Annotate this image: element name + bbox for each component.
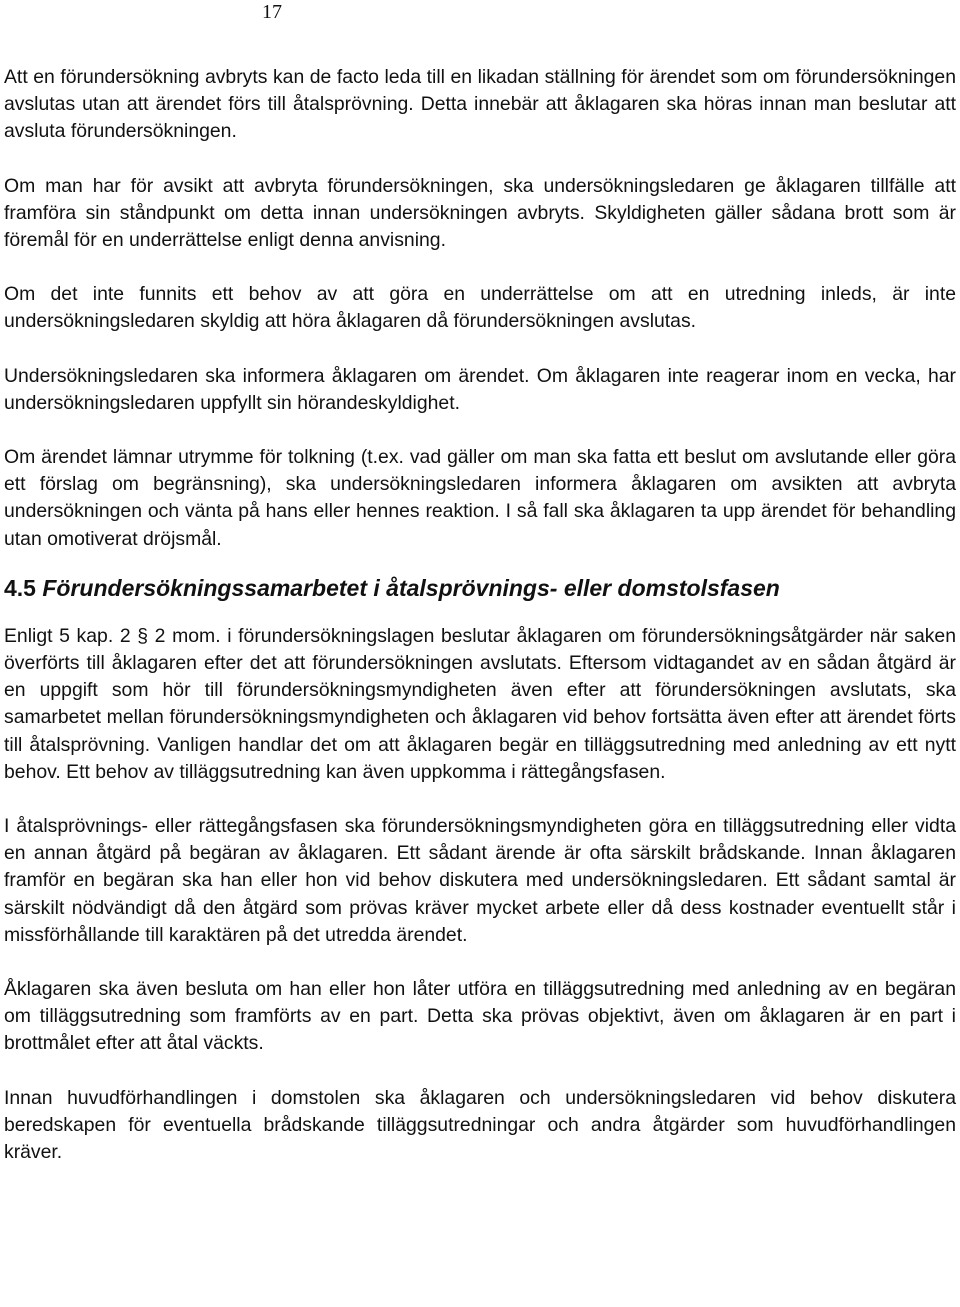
paragraph-main-hearing: Innan huvudförhandlingen i domstolen ska åklagaren och undersökningsledaren vid behov diskutera beredskapen för eventuella brådskande tilläggsutredningar och andra åtgärder som huvudförhandlingen kräver. [4,1086,956,1164]
document-body [4,64,956,1166]
paragraph-additional-measures: Enligt 5 kap. 2 § 2 mom. i förundersökningslagen beslutar åklagaren om förundersökningsåtgärder när saken överförts till åklagaren efter det att förundersökningen avslutats. Eftersom vidtagandet av en sådan åtgärd är en uppgift som hör till förundersökningsmyndigheten även efter att förundersökningen avslutats, ska samarbetet mellan förundersökningsmyndigheten och åklagaren vid behov fortsätta även efter att ärendet förts till åtalsprövning. Vanligen handlar det om att åklagaren begär en tilläggsutredning med anledning av ett nytt behov. Ett behov av tilläggsutredning kan även uppkomma i rättegångsfasen. [4,624,956,783]
page-number: 17 [262,1,282,23]
section-title: Förundersökningssamarbetet i åtalsprövnings- eller domstolsfasen [42,574,780,601]
paragraph-interpretation: Om ärendet lämnar utrymme för tolkning (t.ex. vad gäller om man ska fatta ett beslut om avslutande eller göra ett förslag om begränsning), ska undersökningsledaren informera åklagaren om avsikten att avbryta undersökningen och vänta på hans eller hennes reaktion. I så fall ska åklagaren ta upp ärendet för behandling utan omotiverat dröjsmål. [4,446,956,550]
paragraph-abort-intent: Om man har för avsikt att avbryta förundersökningen, ska undersökningsledaren ge åklagaren tillfälle att framföra sin ståndpunkt om detta innan undersökningen avbryts. Skyldigheten gäller sådana brott som är föremål för en underrättelse enligt denna anvisning. [4,174,956,252]
paragraph-abort-equivalence: Att en förundersökning avbryts kan de facto leda till en likadan ställning för ärendet som om förundersökningen avslutas utan att ärendet förs till åtalsprövning. Detta innebär att åklagaren ska höras innan man beslutar att avsluta förundersökningen. [4,66,956,143]
section-number: 4.5 [4,574,36,601]
paragraph-trial-phase: I åtalsprövnings- eller rättegångsfasen ska förundersökningsmyndigheten göra en tilläggsutredning eller vidta en annan åtgärd på begäran av åklagaren. Ett sådant ärende är ofta särskilt brådskande. Innan åklagaren framför en begäran ska han eller hon vid behov diskutera med undersökningsledaren. Ett sådant samtal är särskilt nödvändigt då den åtgärd som prövas kräver mycket arbete eller då dess kostnader eventuellt står i missförhållande till karaktären på det utredda ärendet. [4,815,956,946]
paragraph-no-notification-need: Om det inte funnits ett behov av att göra en underrättelse om att en utredning inleds, är inte undersökningsledaren skyldig att höra åklagaren då förundersökningen avslutas. [4,283,956,333]
section-heading [4,573,956,603]
paragraph-inform-prosecutor: Undersökningsledaren ska informera åklagaren om ärendet. Om åklagaren inte reagerar inom en vecka, har undersökningsledaren uppfyllt sin hörandeskyldighet. [4,364,956,414]
paragraph-party-request: Åklagaren ska även besluta om han eller hon låter utföra en tilläggsutredning med anledning av en begäran om tilläggsutredning som framförts av en part. Detta ska prövas objektivt, även om åklagaren är en part i brottmålet efter att åtal väckts. [4,978,956,1055]
